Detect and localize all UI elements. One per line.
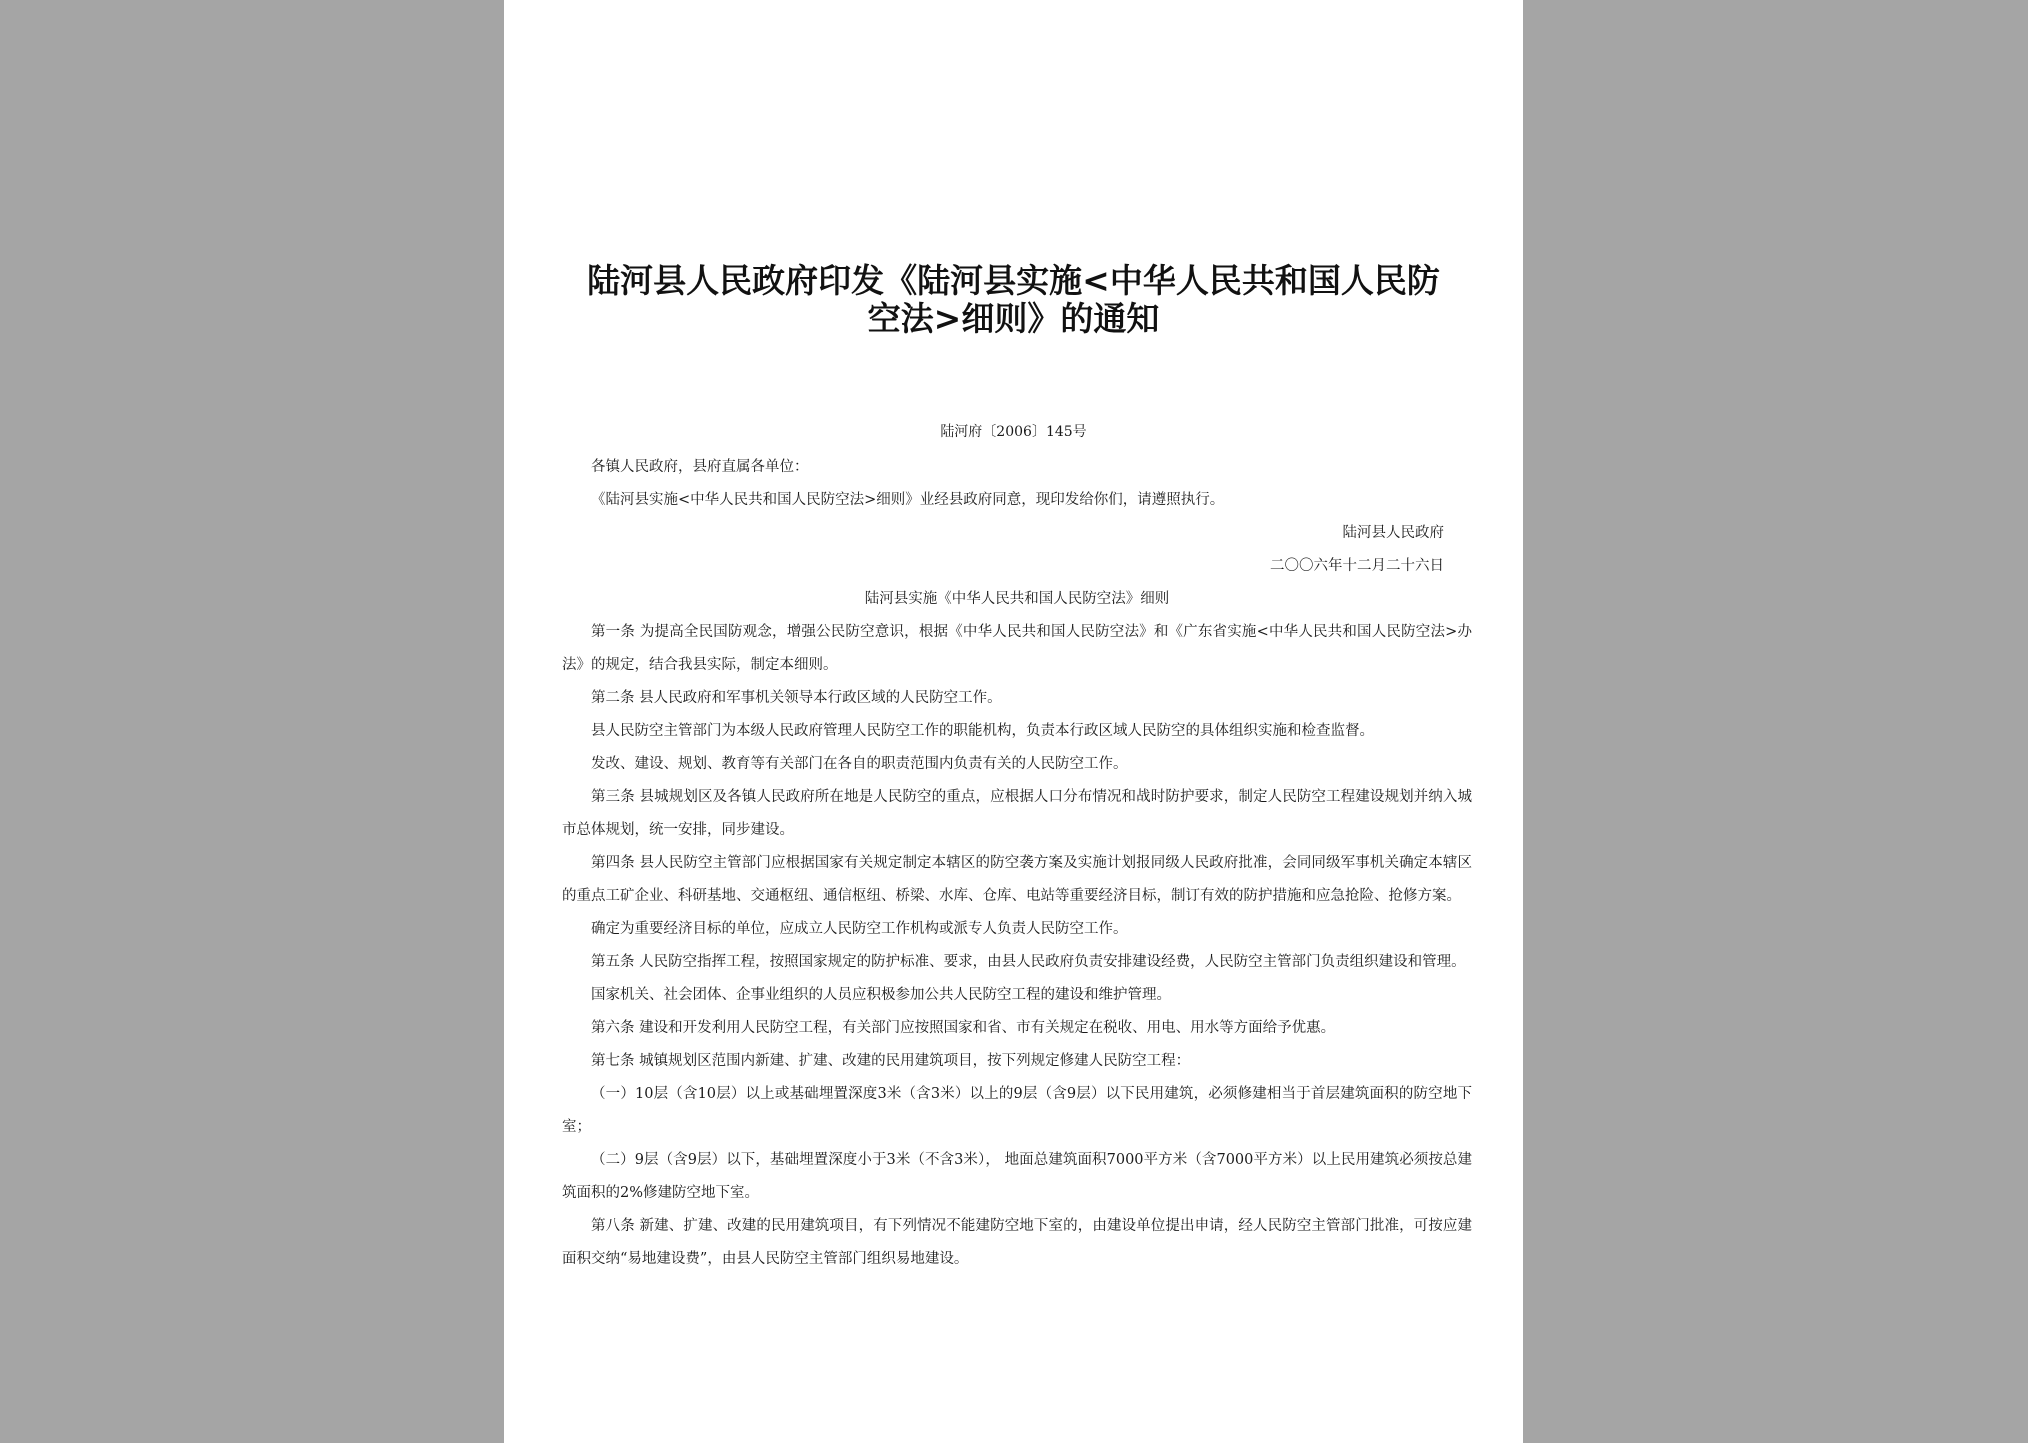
paragraph-9: 国家机关、社会团体、企事业组织的人员应积极参加公共人民防空工程的建设和维护管理。	[591, 987, 1171, 1003]
paragraph-2: 第二条 县人民政府和军事机关领导本行政区域的人民防空工作。	[591, 690, 1002, 706]
paragraph-5: 第三条 县城规划区及各镇人民政府所在地是人民防空的重点，应根据人口分布情况和战时防护要求，制定人民防空工程建设规划并纳入城市总体规划，统一安排，同步建设。	[562, 789, 1472, 838]
rules-title: 陆河县实施《中华人民共和国人民防空法》细则	[864, 591, 1170, 607]
paragraph-12: （一）10层（含10层）以上或基础埋置深度3米（含3米）以上的9层（含9层）以下民用建筑，必须修建相当于首层建筑面积的防空地下室；	[562, 1086, 1472, 1135]
salutation: 各镇人民政府，县府直属各单位：	[591, 459, 809, 475]
document-number: 陆河府〔2006〕145号	[940, 424, 1087, 440]
paragraph-3: 县人民防空主管部门为本级人民政府管理人民防空工作的职能机构，负责本行政区域人民防空的具体组织实施和检查监督。	[591, 723, 1374, 739]
document-body	[562, 451, 1472, 1276]
paragraph-11: 第七条 城镇规划区范围内新建、扩建、改建的民用建筑项目，按下列规定修建人民防空工程：	[591, 1053, 1191, 1069]
paragraph-10: 第六条 建设和开发利用人民防空工程，有关部门应按照国家和省、市有关规定在税收、用电、用水等方面给予优惠。	[591, 1020, 1336, 1036]
paragraph-6: 第四条 县人民防空主管部门应根据国家有关规定制定本辖区的防空袭方案及实施计划报同级人民政府批准，会同同级军事机关确定本辖区的重点工矿企业、科研基地、交通枢纽、通信枢纽、桥梁、水库、仓库、电站等重要经济目标，制订有效的防护措施和应急抢险、抢修方案。	[562, 855, 1472, 904]
issuer: 陆河县人民政府	[1342, 525, 1444, 541]
issue-date: 二〇〇六年十二月二十六日	[1270, 558, 1444, 574]
paragraph-4: 发改、建设、规划、教育等有关部门在各自的职责范围内负责有关的人民防空工作。	[591, 756, 1128, 772]
document-page	[504, 0, 1523, 1443]
paragraph-1: 第一条 为提高全民国防观念，增强公民防空意识，根据《中华人民共和国人民防空法》和《广东省实施<中华人民共和国人民防空法>办法》的规定，结合我县实际，制定本细则。	[562, 624, 1472, 673]
paragraph-14: 第八条 新建、扩建、改建的民用建筑项目，有下列情况不能建防空地下室的，由建设单位提出申请，经人民防空主管部门批准，可按应建面积交纳“易地建设费”，由县人民防空主管部门组织易地建设。	[562, 1218, 1472, 1267]
paragraph-7: 确定为重要经济目标的单位，应成立人民防空工作机构或派专人负责人民防空工作。	[591, 921, 1128, 937]
intro-paragraph: 《陆河县实施<中华人民共和国人民防空法>细则》业经县政府同意，现印发给你们，请遵照执行。	[591, 492, 1225, 508]
paragraph-13: （二）9层（含9层）以下，基础埋置深度小于3米（不含3米）， 地面总建筑面积7000平方米（含7000平方米）以上民用建筑必须按总建筑面积的2%修建防空地下室。	[562, 1152, 1472, 1201]
document-title: 陆河县人民政府印发《陆河县实施<中华人民共和国人民防空法>细则》的通知	[587, 261, 1440, 338]
paragraph-8: 第五条 人民防空指挥工程，按照国家规定的防护标准、要求，由县人民政府负责安排建设经费，人民防空主管部门负责组织建设和管理。	[591, 954, 1466, 970]
